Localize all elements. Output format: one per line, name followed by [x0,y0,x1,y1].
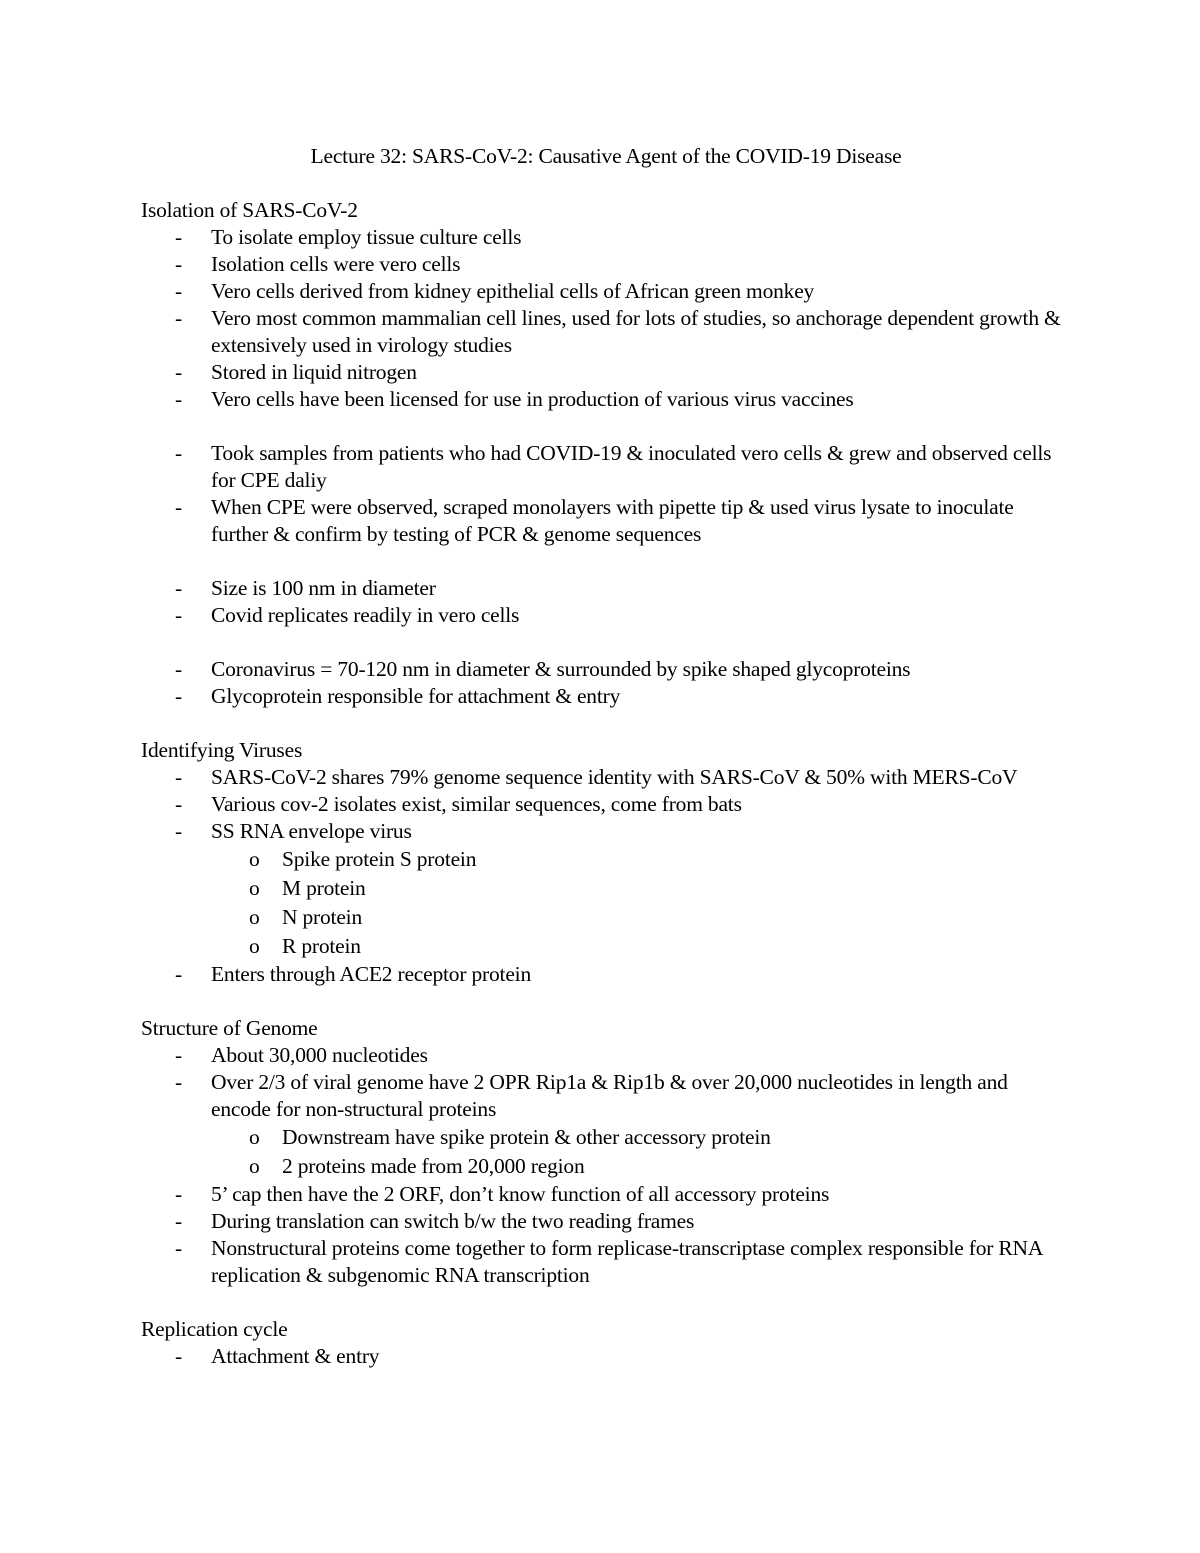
list-item [175,656,1071,683]
dash-bullet: - [175,1043,182,1067]
list-item-text: Size is 100 nm in diameter [211,576,436,600]
list-item-text: Various cov-2 isolates exist, similar sequences, come from bats [211,792,742,816]
list-item-text: SS RNA envelope virus [211,819,412,843]
circle-bullet: o [249,905,260,929]
list-item-text: When CPE were observed, scraped monolayers with pipette tip & used virus lysate to inoculate further & confirm by testing of PCR & genome sequences [211,495,1014,546]
sub-list-item [249,1123,1071,1152]
circle-bullet: o [249,876,260,900]
section-heading-genome: Structure of Genome [141,1016,318,1040]
list-item-text: Took samples from patients who had COVID-19 & inoculated vero cells & grew and observed cells for CPE daliy [211,441,1052,492]
dash-bullet: - [175,1209,182,1233]
list-item-text: 5’ cap then have the 2 ORF, don’t know function of all accessory proteins [211,1182,830,1206]
genome-list [141,1042,1071,1289]
list-item [175,1181,1071,1208]
sub-list-item-text: R protein [282,934,361,958]
dash-bullet: - [175,765,182,789]
isolation-list [141,224,1071,710]
list-item [175,818,1071,961]
list-item-text: Vero cells derived from kidney epithelial cells of African green monkey [211,279,815,303]
dash-bullet: - [175,495,182,519]
list-item [175,602,1071,629]
list-item-text: Vero cells have been licensed for use in production of various virus vaccines [211,387,854,411]
list-item [175,791,1071,818]
list-item [175,575,1071,602]
list-item-text: Glycoprotein responsible for attachment & entry [211,684,621,708]
dash-bullet: - [175,603,182,627]
sub-list-item-text: Downstream have spike protein & other accessory protein [282,1125,771,1149]
list-item-text: To isolate employ tissue culture cells [211,225,522,249]
sub-list-item [249,845,1071,874]
list-item-text: About 30,000 nucleotides [211,1043,428,1067]
dash-bullet: - [175,819,182,843]
sub-list-item [249,1152,1071,1181]
list-item [175,386,1071,413]
list-item [175,1069,1071,1181]
dash-bullet: - [175,576,182,600]
dash-bullet: - [175,1344,182,1368]
list-item-text: SARS-CoV-2 shares 79% genome sequence identity with SARS-CoV & 50% with MERS-CoV [211,765,1018,789]
list-item-text: Nonstructural proteins come together to form replicase-transcriptase complex responsible for RNA replication & subgenomic RNA transcription [211,1236,1042,1287]
dash-bullet: - [175,792,182,816]
sub-list-item [249,903,1071,932]
list-item [175,359,1071,386]
dash-bullet: - [175,684,182,708]
circle-bullet: o [249,1154,260,1178]
list-item [175,278,1071,305]
list-item [175,440,1071,494]
list-item-text: Enters through ACE2 receptor protein [211,962,531,986]
circle-bullet: o [249,934,260,958]
list-item-text: Over 2/3 of viral genome have 2 OPR Rip1a & Rip1b & over 20,000 nucleotides in length and encode for non-structural proteins [211,1070,1008,1121]
list-item-text: Coronavirus = 70-120 nm in diameter & surrounded by spike shaped glycoproteins [211,657,911,681]
list-item [175,683,1071,710]
identifying-list [141,764,1071,988]
document-page [141,143,1071,1397]
dash-bullet: - [175,279,182,303]
section-genome [141,1015,1071,1289]
page-title: Lecture 32: SARS-CoV-2: Causative Agent of the COVID-19 Disease [310,144,902,168]
list-item-text: Stored in liquid nitrogen [211,360,417,384]
list-item [175,305,1071,359]
dash-bullet: - [175,387,182,411]
protein-sublist [211,845,1071,961]
section-replication [141,1316,1071,1370]
list-item [175,961,1071,988]
list-item-text: Covid replicates readily in vero cells [211,603,520,627]
dash-bullet: - [175,1182,182,1206]
list-item [175,1208,1071,1235]
list-item-text: Isolation cells were vero cells [211,252,461,276]
dash-bullet: - [175,1070,182,1094]
section-heading-identifying: Identifying Viruses [141,738,303,762]
list-item [175,1042,1071,1069]
genome-sublist [211,1123,1071,1181]
section-isolation [141,197,1071,710]
dash-bullet: - [175,441,182,465]
list-item [175,1343,1071,1370]
sub-list-item-text: Spike protein S protein [282,847,477,871]
circle-bullet: o [249,1125,260,1149]
list-item [175,1235,1071,1289]
dash-bullet: - [175,252,182,276]
list-item-text: Attachment & entry [211,1344,380,1368]
sub-list-item [249,932,1071,961]
section-identifying [141,737,1071,988]
list-item [175,251,1071,278]
dash-bullet: - [175,1236,182,1260]
sub-list-item-text: N protein [282,905,363,929]
dash-bullet: - [175,360,182,384]
circle-bullet: o [249,847,260,871]
list-item-text: During translation can switch b/w the two reading frames [211,1209,695,1233]
section-heading-isolation: Isolation of SARS-CoV-2 [141,198,358,222]
dash-bullet: - [175,962,182,986]
sub-list-item-text: M protein [282,876,366,900]
sub-list-item [249,874,1071,903]
dash-bullet: - [175,306,182,330]
sub-list-item-text: 2 proteins made from 20,000 region [282,1154,585,1178]
list-item-text: Vero most common mammalian cell lines, used for lots of studies, so anchorage dependent growth & extensively used in virology studies [211,306,1061,357]
dash-bullet: - [175,657,182,681]
list-item [175,494,1071,548]
replication-list [141,1343,1071,1370]
list-item [175,764,1071,791]
list-item [175,224,1071,251]
section-heading-replication: Replication cycle [141,1317,288,1341]
dash-bullet: - [175,225,182,249]
